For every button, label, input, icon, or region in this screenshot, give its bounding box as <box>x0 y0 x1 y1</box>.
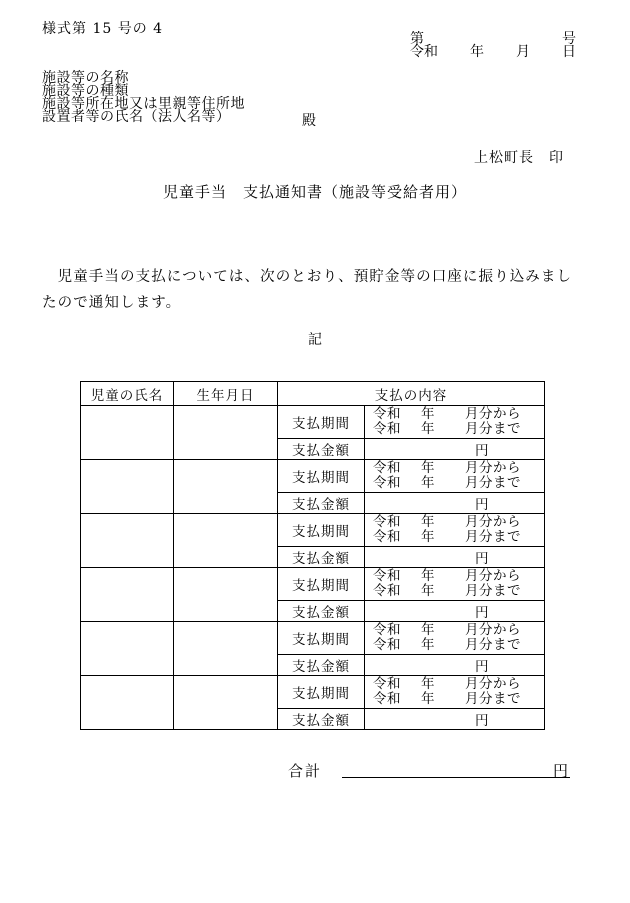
amount-value-cell[interactable] <box>365 493 545 514</box>
amount-value-cell[interactable] <box>365 547 545 568</box>
period-from-era: 令和 <box>373 514 401 530</box>
period-from-era: 令和 <box>373 676 401 692</box>
amount-value-cell[interactable] <box>365 655 545 676</box>
period-from-line <box>365 515 544 530</box>
birthdate-cell[interactable] <box>174 514 278 568</box>
child-name-cell[interactable] <box>81 622 174 676</box>
period-from-year: 年 <box>421 514 435 530</box>
amount-label: 支払金額 <box>278 493 365 514</box>
amount-yen: 円 <box>475 713 489 729</box>
period-to-line <box>365 638 544 653</box>
period-to-era: 令和 <box>373 583 401 599</box>
amount-value-cell[interactable] <box>365 601 545 622</box>
amount-yen: 円 <box>475 605 489 621</box>
table-header-row <box>81 382 545 406</box>
header-child-name: 児童の氏名 <box>81 382 174 406</box>
period-value-cell[interactable] <box>365 406 545 439</box>
period-value-cell[interactable] <box>365 568 545 601</box>
honorific: 殿 <box>302 113 316 129</box>
period-to-year: 年 <box>421 637 435 653</box>
birthdate-cell[interactable] <box>174 406 278 460</box>
period-to-year: 年 <box>421 475 435 491</box>
total-yen: 円 <box>553 762 569 780</box>
form-number: 様式第 15 号の 4 <box>42 21 164 37</box>
period-to-suffix: 月分まで <box>465 637 521 653</box>
birthdate-cell[interactable] <box>174 622 278 676</box>
table-row <box>81 514 545 547</box>
amount-label: 支払金額 <box>278 601 365 622</box>
total-underline <box>342 777 570 778</box>
amount-label: 支払金額 <box>278 439 365 460</box>
period-from-line <box>365 623 544 638</box>
period-from-year: 年 <box>421 676 435 692</box>
document-title: 児童手当 支払通知書（施設等受給者用） <box>162 183 467 201</box>
amount-label: 支払金額 <box>278 655 365 676</box>
document-number <box>410 33 576 59</box>
period-from-line <box>365 461 544 476</box>
table-row <box>81 676 545 709</box>
doc-dai: 第 <box>410 31 424 47</box>
recipient-line: 施設等所在地又は里親等住所地 <box>42 96 245 112</box>
recipient-line: 設置者等の氏名（法人名等） <box>42 109 231 125</box>
amount-yen: 円 <box>475 443 489 459</box>
period-label: 支払期間 <box>278 568 365 601</box>
period-from-line <box>365 407 544 422</box>
period-to-year: 年 <box>421 421 435 437</box>
period-to-year: 年 <box>421 529 435 545</box>
child-name-cell[interactable] <box>81 460 174 514</box>
child-name-cell[interactable] <box>81 514 174 568</box>
period-from-era: 令和 <box>373 460 401 476</box>
recipient-line: 施設等の名称 <box>42 70 129 86</box>
period-from-era: 令和 <box>373 622 401 638</box>
period-to-year: 年 <box>421 691 435 707</box>
period-from-era: 令和 <box>373 406 401 422</box>
period-from-year: 年 <box>421 568 435 584</box>
period-from-suffix: 月分から <box>465 622 521 638</box>
header-birthdate: 生年月日 <box>174 382 278 406</box>
child-name-cell[interactable] <box>81 568 174 622</box>
period-to-era: 令和 <box>373 691 401 707</box>
period-from-year: 年 <box>421 460 435 476</box>
period-to-line <box>365 476 544 491</box>
period-from-line <box>365 569 544 584</box>
table-row <box>81 622 545 655</box>
child-name-cell[interactable] <box>81 406 174 460</box>
table-row <box>81 406 545 439</box>
period-from-suffix: 月分から <box>465 460 521 476</box>
period-to-year: 年 <box>421 583 435 599</box>
period-to-suffix: 月分まで <box>465 691 521 707</box>
period-value-cell[interactable] <box>365 460 545 493</box>
amount-value-cell[interactable] <box>365 439 545 460</box>
amount-yen: 円 <box>475 659 489 675</box>
period-value-cell[interactable] <box>365 676 545 709</box>
period-from-line <box>365 677 544 692</box>
period-from-era: 令和 <box>373 568 401 584</box>
recipient-block <box>42 72 245 124</box>
doc-era: 令和 <box>410 44 438 60</box>
header-payment-content: 支払の内容 <box>278 382 545 406</box>
issuer-seal: 上松町長 印 <box>474 150 564 166</box>
recipient-line: 施設等の種類 <box>42 83 129 99</box>
period-from-suffix: 月分から <box>465 406 521 422</box>
period-from-suffix: 月分から <box>465 568 521 584</box>
doc-month: 月 <box>516 44 530 60</box>
period-to-suffix: 月分まで <box>465 475 521 491</box>
amount-yen: 円 <box>475 497 489 513</box>
period-to-era: 令和 <box>373 637 401 653</box>
period-label: 支払期間 <box>278 676 365 709</box>
child-name-cell[interactable] <box>81 676 174 730</box>
doc-go: 号 <box>562 31 576 47</box>
amount-label: 支払金額 <box>278 709 365 730</box>
period-to-era: 令和 <box>373 529 401 545</box>
amount-label: 支払金額 <box>278 547 365 568</box>
amount-value-cell[interactable] <box>365 709 545 730</box>
period-label: 支払期間 <box>278 514 365 547</box>
total-label: 合計 <box>288 762 323 780</box>
doc-year: 年 <box>470 44 484 60</box>
period-to-suffix: 月分まで <box>465 421 521 437</box>
period-from-year: 年 <box>421 622 435 638</box>
period-value-cell[interactable] <box>365 622 545 655</box>
period-label: 支払期間 <box>278 622 365 655</box>
period-to-line <box>365 530 544 545</box>
period-from-suffix: 月分から <box>465 514 521 530</box>
period-to-line <box>365 422 544 437</box>
period-to-line <box>365 584 544 599</box>
period-label: 支払期間 <box>278 460 365 493</box>
amount-yen: 円 <box>475 551 489 567</box>
period-to-suffix: 月分まで <box>465 529 521 545</box>
period-from-suffix: 月分から <box>465 676 521 692</box>
table-row <box>81 568 545 601</box>
payment-table <box>80 381 545 730</box>
table-row <box>81 460 545 493</box>
ki-marker: 記 <box>308 332 322 348</box>
doc-day: 日 <box>562 44 576 60</box>
period-from-year: 年 <box>421 406 435 422</box>
birthdate-cell[interactable] <box>174 568 278 622</box>
notice-body: 児童手当の支払については、次のとおり、預貯金等の口座に振り込みましたので通知します。 <box>42 269 573 311</box>
period-to-line <box>365 692 544 707</box>
period-label: 支払期間 <box>278 406 365 439</box>
period-value-cell[interactable] <box>365 514 545 547</box>
birthdate-cell[interactable] <box>174 676 278 730</box>
birthdate-cell[interactable] <box>174 460 278 514</box>
period-to-era: 令和 <box>373 475 401 491</box>
period-to-era: 令和 <box>373 421 401 437</box>
period-to-suffix: 月分まで <box>465 583 521 599</box>
